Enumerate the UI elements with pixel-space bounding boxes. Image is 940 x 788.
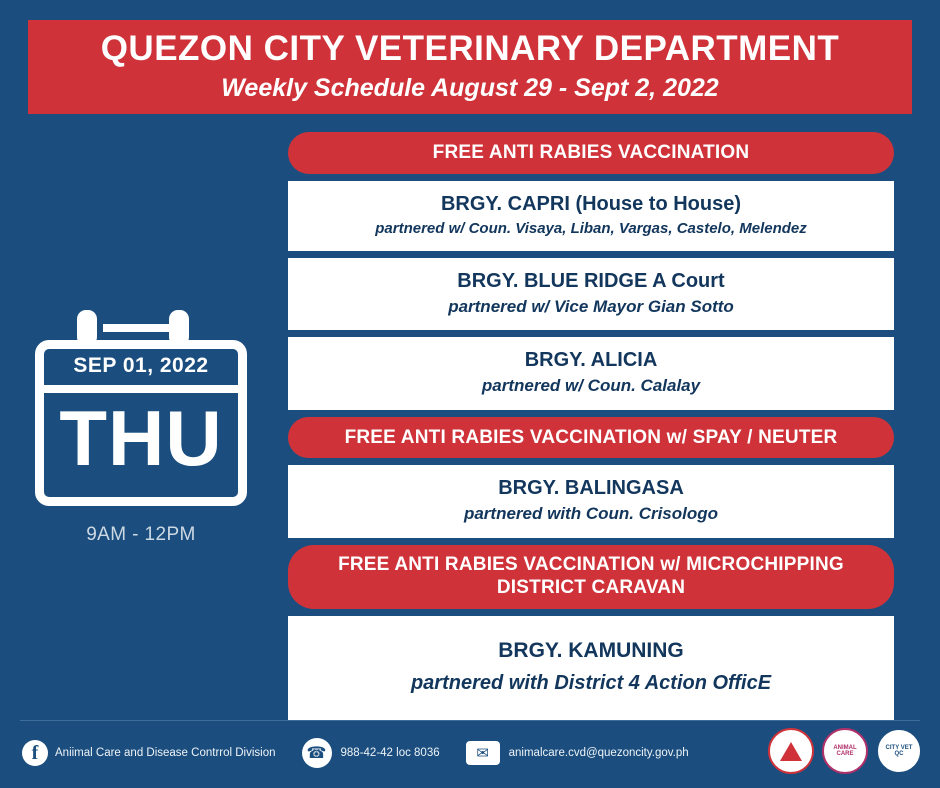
entry-title: BRGY. CAPRI (House to House): [440, 192, 742, 215]
entry-title: BRGY. BALINGASA: [498, 477, 684, 500]
entry-partner: partnered w/ Vice Mayor Gian Sotto: [448, 296, 734, 316]
animal-care-seal-icon: ANIMAL CARE: [822, 728, 868, 774]
entry-partner: partnered w/ Coun. Calalay: [481, 376, 701, 396]
schedule-entry-kamuning: [288, 616, 894, 721]
entry-title: BRGY. ALICIA: [524, 349, 658, 372]
section-band-spay-neuter: FREE ANTI RABIES VACCINATION w/ SPAY / NEUTER: [288, 417, 894, 459]
calendar-day: THU: [59, 394, 223, 482]
entry-partner: partnered w/ Coun. Visaya, Liban, Vargas, Castelo, Melendez: [375, 219, 807, 237]
entry-partner: partnered with District 4 Action OfficE: [410, 672, 772, 695]
calendar-time: 9AM - 12PM: [86, 524, 196, 545]
band-line-2: DISTRICT CARAVAN: [496, 577, 686, 599]
schedule-entry-capri: [288, 181, 894, 251]
schedule-column: [288, 132, 894, 728]
email-address: animalcare.cvd@quezoncity.gov.ph: [508, 747, 689, 759]
schedule-entry-alicia: [288, 337, 894, 409]
phone-number: 988-42-42 loc 8036: [340, 747, 440, 759]
page-title: QUEZON CITY VETERINARY DEPARTMENT: [100, 29, 840, 69]
veterinary-department-seal-icon: CITY VET QC: [876, 728, 922, 774]
schedule-entry-blue-ridge-a: [288, 258, 894, 330]
entry-title: BRGY. BLUE RIDGE A Court: [457, 269, 725, 292]
page-subtitle: Weekly Schedule August 29 - Sept 2, 2022: [221, 73, 719, 102]
section-band-vaccination: FREE ANTI RABIES VACCINATION: [288, 132, 894, 174]
band-line-1: FREE ANTI RABIES VACCINATION w/ MICROCHIPPING: [338, 553, 844, 575]
calendar-ring-left: [77, 310, 97, 346]
facebook-icon: f: [22, 740, 48, 766]
schedule-entry-balingasa: [288, 465, 894, 537]
entry-title: BRGY. KAMUNING: [498, 639, 684, 663]
section-band-microchipping: [288, 545, 894, 610]
calendar-date: SEP 01, 2022: [73, 354, 209, 377]
calendar-body: [35, 340, 247, 506]
facebook-page-label: Aniimal Care and Disease Contrrol Division: [55, 747, 276, 759]
calendar-divider: [44, 385, 238, 393]
philippines-seal-icon: [768, 728, 814, 774]
footer-seals: [768, 728, 922, 774]
phone-icon: ☎: [302, 738, 332, 768]
calendar-rings: [47, 310, 235, 346]
footer-divider: [20, 720, 920, 721]
entry-partner: partnered with Coun. Crisologo: [463, 504, 719, 524]
calendar-ring-bar: [103, 324, 183, 332]
envelope-icon: ✉: [466, 741, 500, 765]
calendar-graphic: [26, 310, 256, 546]
footer-contacts: [22, 738, 689, 768]
poster-footer: [0, 714, 940, 788]
poster-header: [28, 20, 912, 114]
